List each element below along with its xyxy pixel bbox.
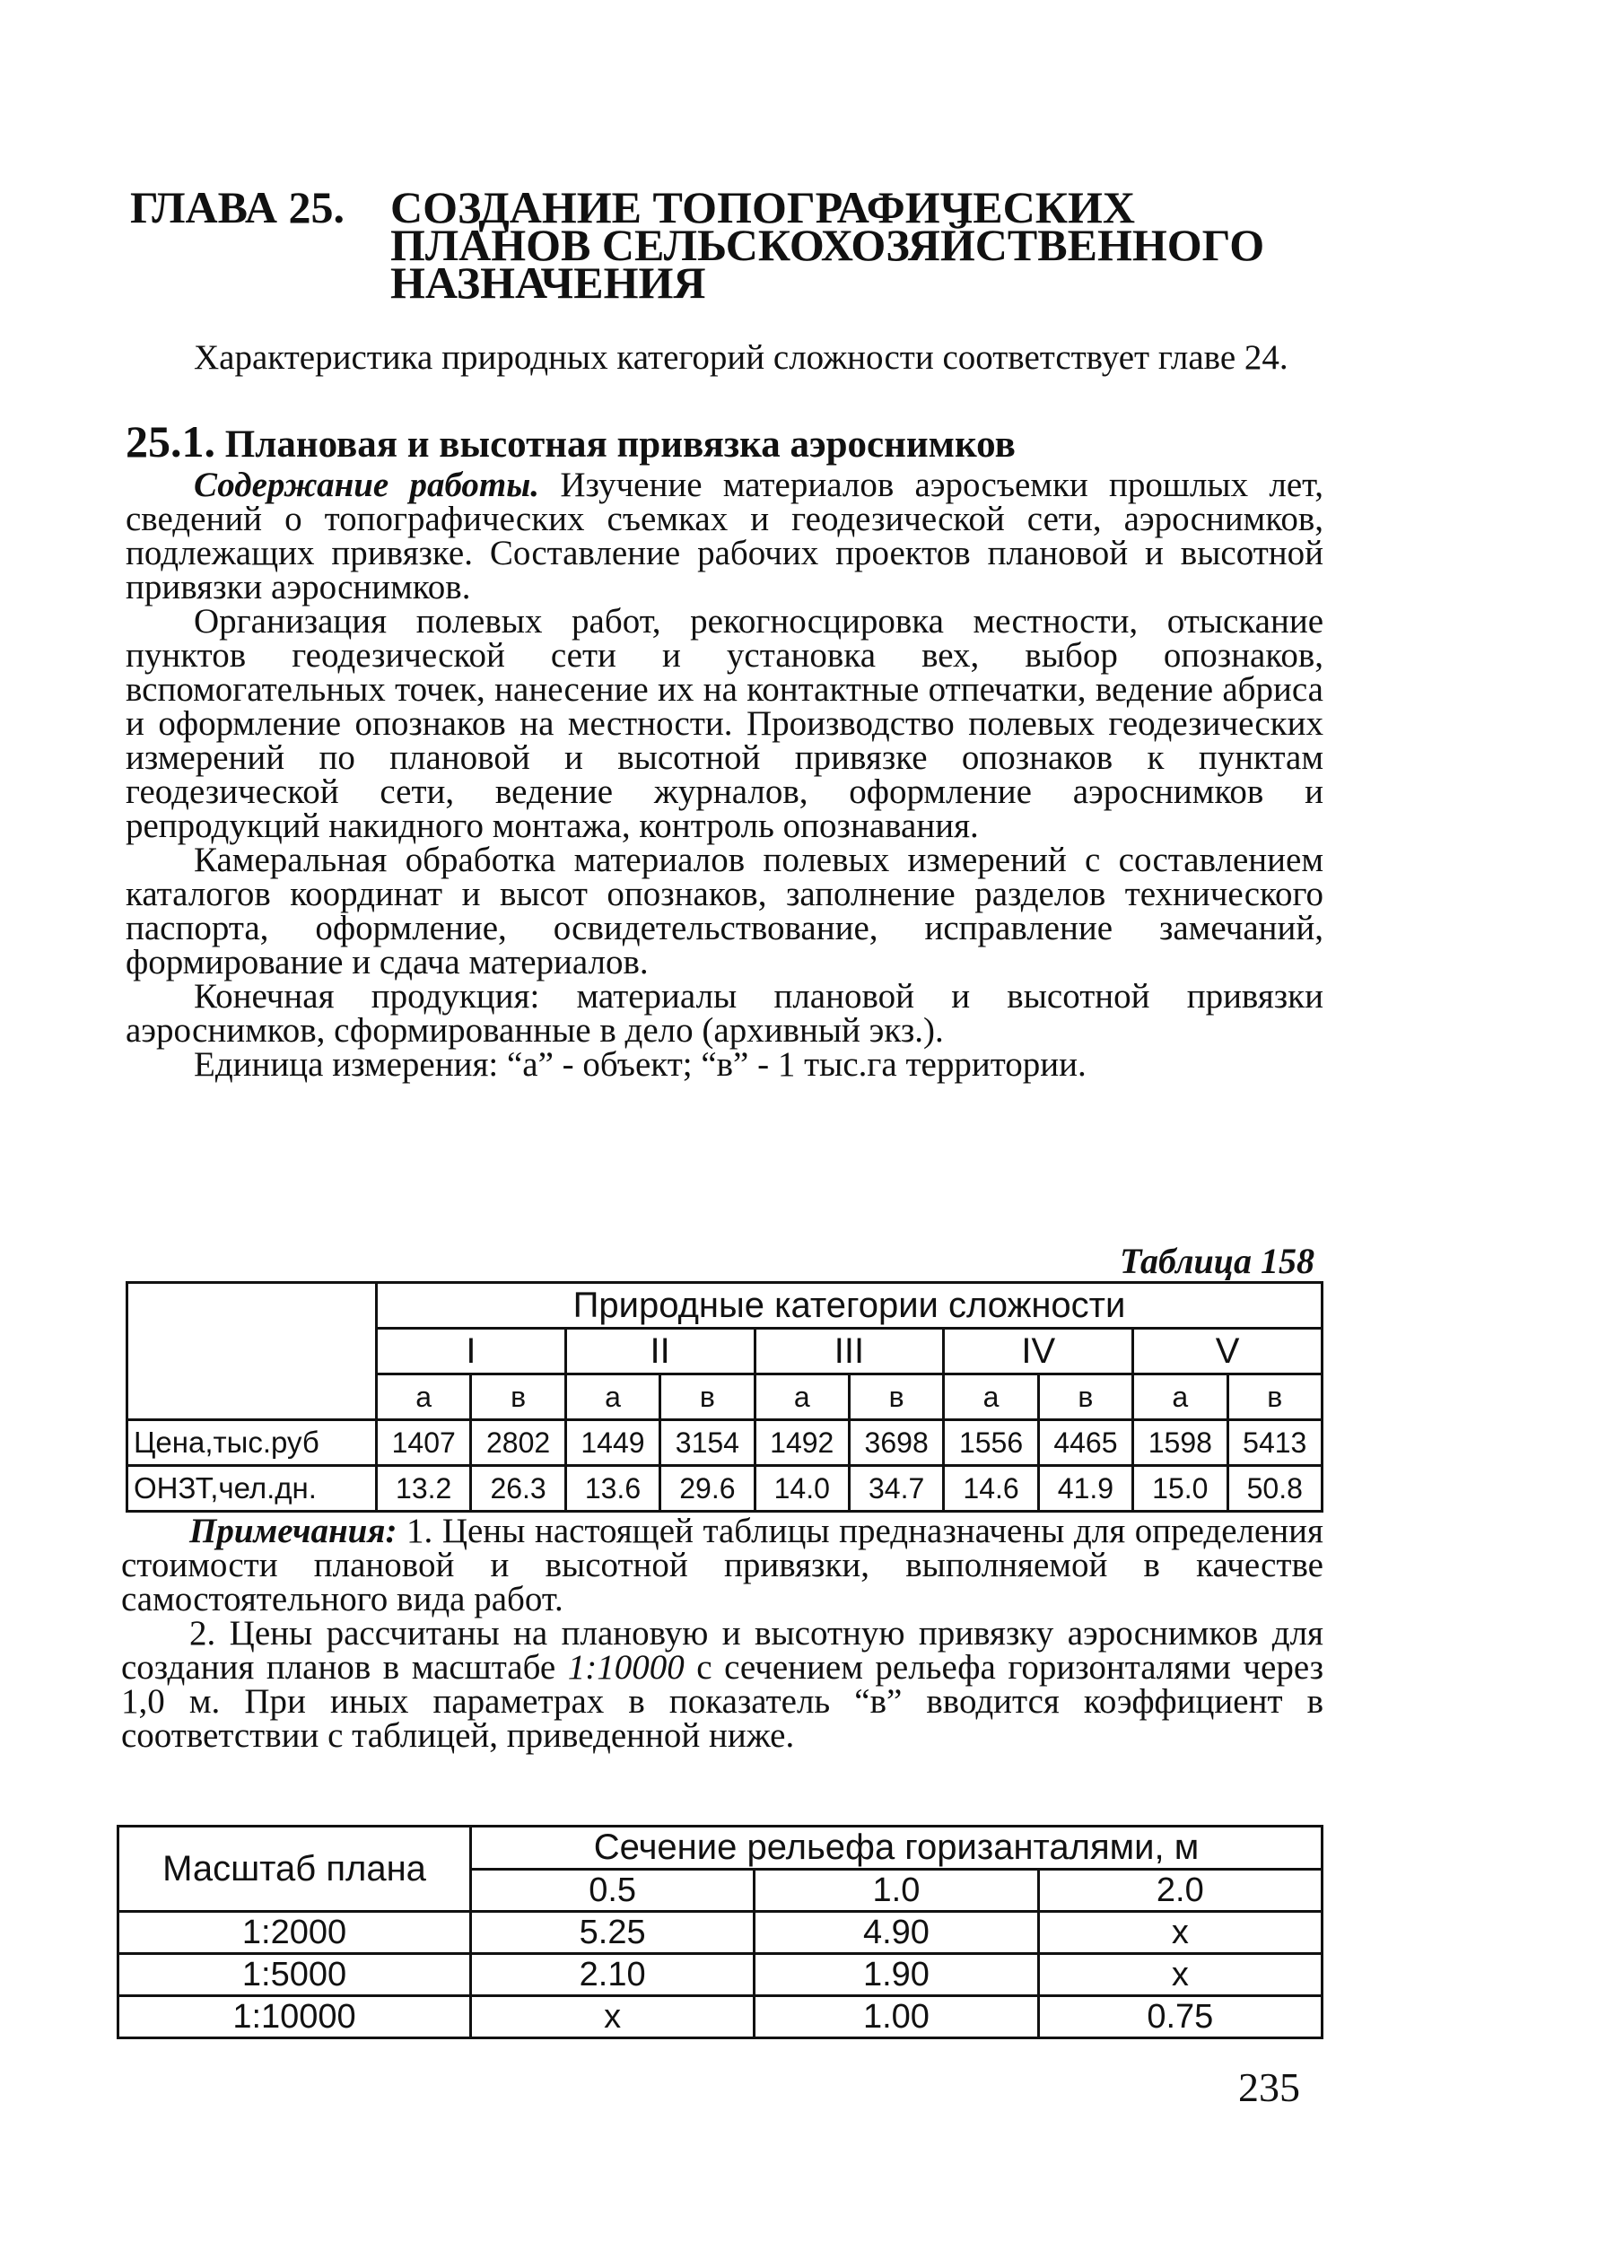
chapter-label: ГЛАВА 25. xyxy=(130,182,345,232)
table-cell: 15.0 xyxy=(1133,1466,1227,1512)
subcol-cell: а xyxy=(565,1374,659,1420)
section-cell: 1.0 xyxy=(755,1870,1038,1912)
section-number: 25.1. xyxy=(126,416,215,467)
scale-cell: 1:2000 xyxy=(118,1912,471,1954)
notes-block xyxy=(121,1514,1323,1753)
row-label: Цена,тыс.руб xyxy=(127,1420,377,1466)
table-cell: 2802 xyxy=(471,1420,565,1466)
table-cell: 5.25 xyxy=(471,1912,755,1954)
chapter-title xyxy=(390,182,1377,308)
notes-label: Примечания: xyxy=(189,1512,397,1550)
table-cell: 34.7 xyxy=(849,1466,943,1512)
table-cell: 13.6 xyxy=(565,1466,659,1512)
chapter-title-line: НАЗНАЧЕНИЯ xyxy=(390,257,706,308)
intro-block xyxy=(126,338,1323,377)
table-cell: 41.9 xyxy=(1038,1466,1132,1512)
subcol-cell: в xyxy=(471,1374,565,1420)
category-cell: I xyxy=(377,1329,566,1374)
table-cell: 13.2 xyxy=(377,1466,471,1512)
scale-coefficient-table xyxy=(117,1825,1323,2039)
table-cell: 4465 xyxy=(1038,1420,1132,1466)
section-heading xyxy=(126,416,1328,467)
table-header-row xyxy=(127,1283,1323,1329)
table-cell: 1.90 xyxy=(755,1954,1038,1996)
chapter-title-line: ПЛАНОВ СЕЛЬСКОХОЗЯЙСТВЕННОГО xyxy=(390,220,1265,270)
table-cell: 5413 xyxy=(1227,1420,1322,1466)
table-cell: 1598 xyxy=(1133,1420,1227,1466)
note-1-text: 1. Цены настоящей таблицы предназначены для определения стоимости плановой и высотной привязки, выполняемой в качестве самостоятельного вида работ. xyxy=(121,1512,1323,1618)
subcol-cell: а xyxy=(755,1374,849,1420)
paragraph-5: Единица измерения: “а” - объект; “в” - 1 тыс.га территории. xyxy=(194,1045,1087,1084)
paragraph-3: Камеральная обработка материалов полевых измерений с составлением каталогов координат и высот опознаков, заполнение разделов технического паспорта, оформление, освидетельствование, исправление замечаний, формирование и сдача материалов. xyxy=(126,841,1323,981)
paragraph-1 xyxy=(126,468,1323,605)
table-cell: 50.8 xyxy=(1227,1466,1322,1512)
subcol-cell: в xyxy=(1227,1374,1322,1420)
category-cell: II xyxy=(565,1329,755,1374)
paragraph-1-text: Изучение материалов аэросъемки прошлых лет, сведений о топографических съемках и геодезической сети, аэроснимков, подлежащих привязке. Составление рабочих проектов плановой и высотной привязки аэроснимков. xyxy=(126,466,1323,606)
note-2 xyxy=(121,1614,1324,1755)
note-2-scale: 1:10000 xyxy=(567,1648,685,1687)
section-cell: 2.0 xyxy=(1038,1870,1322,1912)
table-cell: 14.6 xyxy=(944,1466,1038,1512)
subcol-cell: а xyxy=(377,1374,471,1420)
subcol-cell: а xyxy=(1133,1374,1227,1420)
section-title: Плановая и высотная привязка аэроснимков xyxy=(224,423,1016,466)
table-cell: 1556 xyxy=(944,1420,1038,1466)
note-2-pre: 2. Цены рассчитаны на плановую и высотную привязку аэроснимков для создания планов в масштабе xyxy=(121,1614,1323,1687)
section-group-header: Сечение рельефа горизанталями, м xyxy=(471,1827,1323,1870)
subcol-cell: в xyxy=(1038,1374,1132,1420)
table-cell: 1449 xyxy=(565,1420,659,1466)
note-1 xyxy=(121,1514,1323,1617)
table-cell: 4.90 xyxy=(755,1912,1038,1954)
paragraph-2: Организация полевых работ, рекогносцировка местности, отыскание пунктов геодезической сети и установка вех, выбор опознаков, вспомогательных точек, нанесение их на контактные отпечатки, ведение абриса и оформление опознаков на местности. Производство полевых геодезических измерений по плановой и высотной привязке опознаков к пунктам геодезической сети, ведение журналов, оформление аэроснимков и репродукций накидного монтажа, контроль опознавания. xyxy=(126,602,1323,845)
table-cell: х xyxy=(1038,1912,1322,1954)
scale-cell: 1:10000 xyxy=(118,1996,471,2038)
category-cell: V xyxy=(1133,1329,1323,1374)
table-cell: 1407 xyxy=(377,1420,471,1466)
chapter-title-line: СОЗДАНИЕ ТОПОГРАФИЧЕСКИХ xyxy=(390,182,1136,232)
row-label: ОНЗТ,чел.дн. xyxy=(127,1466,377,1512)
table-cell: 1.00 xyxy=(755,1996,1038,2038)
table-cell: 2.10 xyxy=(471,1954,755,1996)
table-row xyxy=(127,1420,1323,1466)
table-cell: 0.75 xyxy=(1038,1996,1322,2038)
intro-paragraph: Характеристика природных категорий сложности соответствует главе 24. xyxy=(194,338,1288,377)
empty-corner-cell xyxy=(127,1283,377,1420)
table-cell: 26.3 xyxy=(471,1466,565,1512)
table-cell: 14.0 xyxy=(755,1466,849,1512)
content-block xyxy=(126,468,1323,1082)
category-cell: IV xyxy=(944,1329,1133,1374)
subcol-cell: а xyxy=(944,1374,1038,1420)
page-number: 235 xyxy=(1238,2064,1300,2110)
table-row xyxy=(118,1954,1323,1996)
table-row xyxy=(118,1996,1323,2038)
table-cell: х xyxy=(471,1996,755,2038)
subcol-cell: в xyxy=(660,1374,755,1420)
table-cell: 3154 xyxy=(660,1420,755,1466)
section-cell: 0.5 xyxy=(471,1870,755,1912)
category-cell: III xyxy=(755,1329,944,1374)
subcol-cell: в xyxy=(849,1374,943,1420)
scale-header-row xyxy=(118,1827,1323,1870)
table-cell: 29.6 xyxy=(660,1466,755,1512)
table-caption: Таблица 158 xyxy=(1120,1241,1314,1281)
table-row xyxy=(118,1912,1323,1954)
table-row xyxy=(127,1466,1323,1512)
paragraph-4: Конечная продукция: материалы плановой и высотной привязки аэроснимков, сформированные в дело (архивный экз.). xyxy=(126,977,1323,1050)
scale-cell: 1:5000 xyxy=(118,1954,471,1996)
table-cell: х xyxy=(1038,1954,1322,1996)
table-cell: 1492 xyxy=(755,1420,849,1466)
scale-col-header: Масштаб плана xyxy=(118,1827,471,1912)
table-cell: 3698 xyxy=(849,1420,943,1466)
note-2-post: с сечением рельефа горизонталями через 1,0 м. При иных параметрах в показатель “в” вводится коэффициент в соответствии с таблицей, приведенной ниже. xyxy=(121,1648,1324,1755)
group-header: Природные категории сложности xyxy=(377,1283,1323,1329)
content-lead: Содержание работы. xyxy=(194,466,540,504)
price-table xyxy=(126,1281,1323,1513)
